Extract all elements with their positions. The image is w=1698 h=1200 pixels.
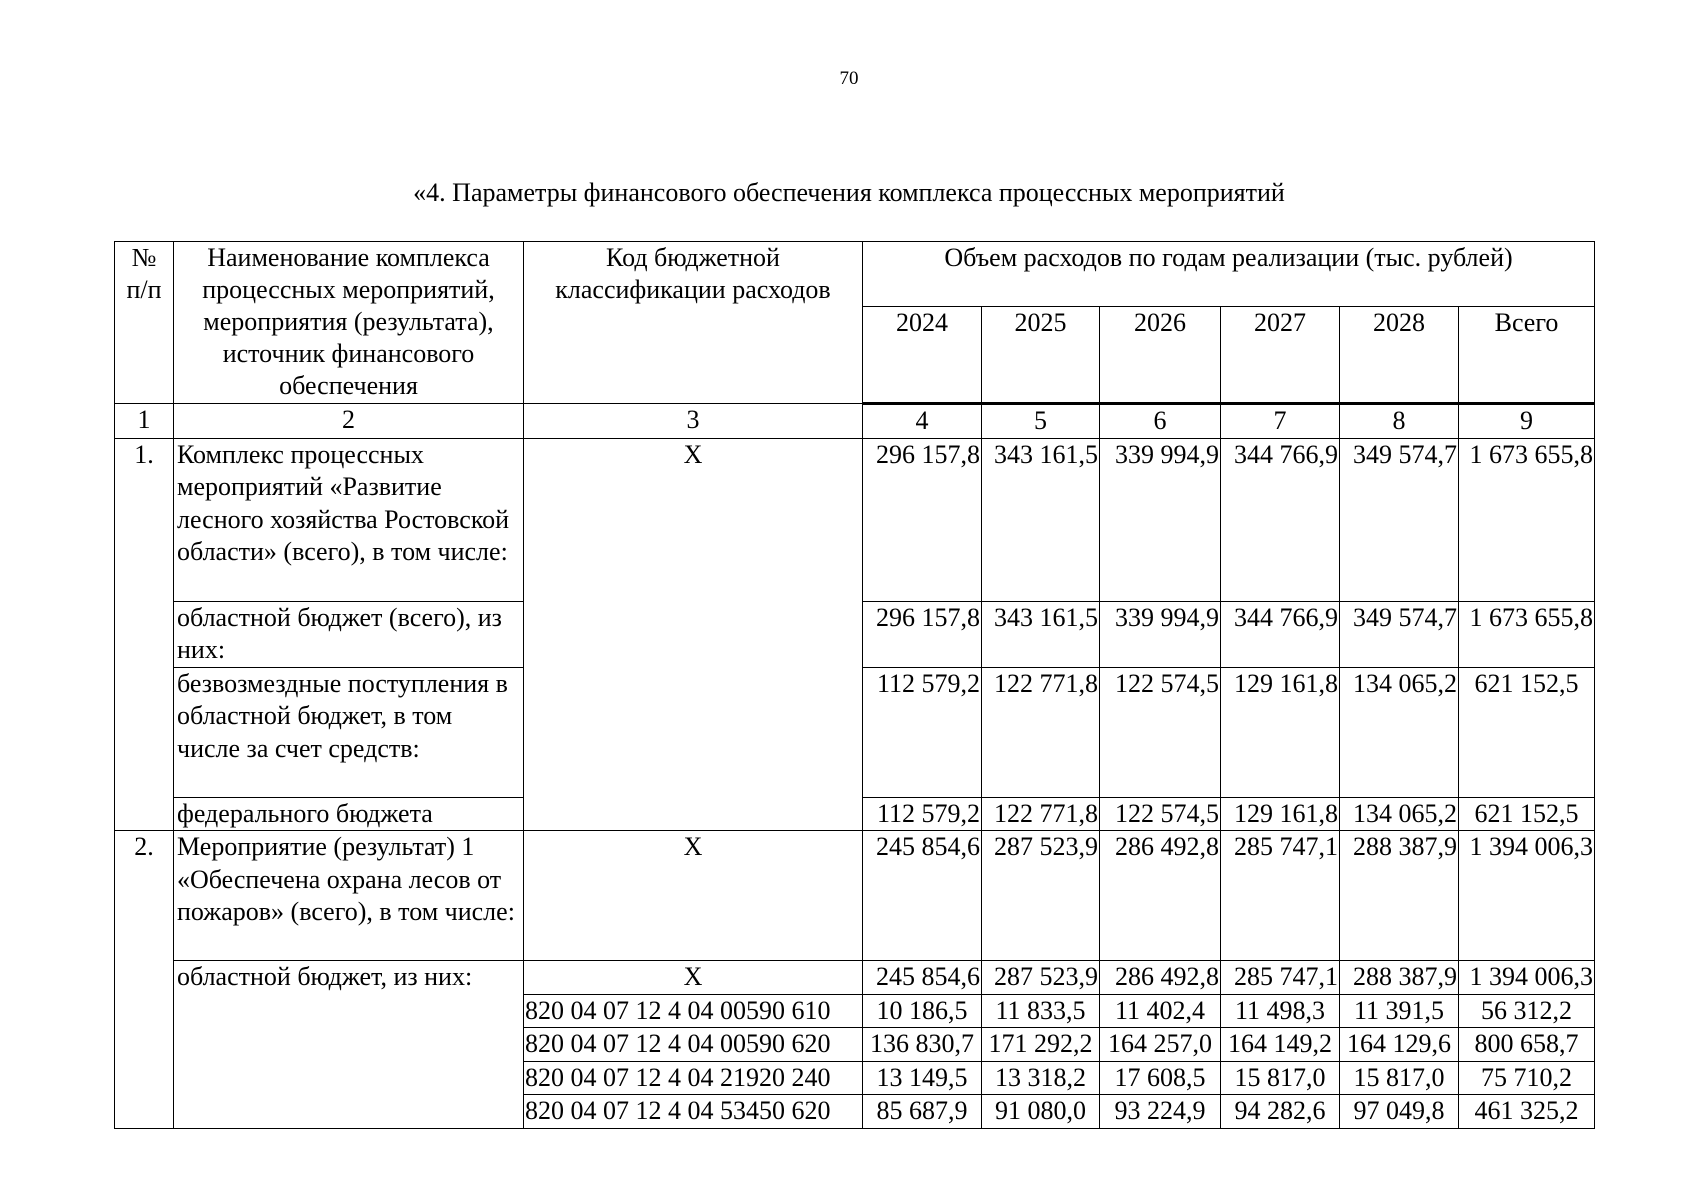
value-cell: 11 833,5: [982, 994, 1100, 1028]
value-cell: 339 994,9: [1100, 601, 1221, 667]
value-cell: 10 186,5: [863, 994, 982, 1028]
value-cell: 13 149,5: [863, 1061, 982, 1095]
total-cell: 800 658,7: [1459, 1028, 1595, 1062]
row-code: Х: [524, 961, 863, 995]
header-volume: Объем расходов по годам реализации (тыс. рублей): [863, 242, 1595, 307]
value-cell: 11 402,4: [1100, 994, 1221, 1028]
total-cell: 1 394 006,3: [1459, 961, 1595, 995]
row-number: 1.: [115, 438, 174, 831]
column-number: 5: [982, 404, 1100, 439]
value-cell: 122 771,8: [982, 797, 1100, 831]
value-cell: 343 161,5: [982, 438, 1100, 601]
column-number: 1: [115, 404, 174, 439]
value-cell: 136 830,7: [863, 1028, 982, 1062]
total-cell: 56 312,2: [1459, 994, 1595, 1028]
header-num: № п/п: [115, 242, 174, 404]
row-name: безвозмездные поступления в областной бюджет, в том числе за счет средств:: [174, 667, 524, 797]
table-row: [115, 831, 1595, 961]
financing-table: [114, 241, 1595, 1129]
header-row: [115, 242, 1595, 307]
column-number: 3: [524, 404, 863, 439]
value-cell: 129 161,8: [1221, 667, 1340, 797]
value-cell: 134 065,2: [1340, 667, 1459, 797]
header-total: Всего: [1459, 307, 1595, 404]
total-cell: 75 710,2: [1459, 1061, 1595, 1095]
value-cell: 164 149,2: [1221, 1028, 1340, 1062]
value-cell: 11 498,3: [1221, 994, 1340, 1028]
value-cell: 171 292,2: [982, 1028, 1100, 1062]
row-name: областной бюджет, из них:: [174, 961, 524, 1129]
value-cell: 245 854,6: [863, 831, 982, 961]
page-number: 70: [839, 68, 859, 89]
header-year: 2026: [1100, 307, 1221, 404]
header-year: 2025: [982, 307, 1100, 404]
table-row: [115, 961, 1595, 995]
value-cell: 287 523,9: [982, 961, 1100, 995]
column-numbers-row: [115, 404, 1595, 439]
row-code: 820 04 07 12 4 04 00590 610: [524, 994, 863, 1028]
value-cell: 93 224,9: [1100, 1095, 1221, 1129]
value-cell: 288 387,9: [1340, 831, 1459, 961]
value-cell: 164 129,6: [1340, 1028, 1459, 1062]
value-cell: 296 157,8: [863, 438, 982, 601]
value-cell: 15 817,0: [1221, 1061, 1340, 1095]
value-cell: 344 766,9: [1221, 601, 1340, 667]
section-title: «4. Параметры финансового обеспечения комплекса процессных мероприятий: [413, 178, 1285, 207]
value-cell: 245 854,6: [863, 961, 982, 995]
row-number: 2.: [115, 831, 174, 1129]
value-cell: 286 492,8: [1100, 831, 1221, 961]
column-number: 7: [1221, 404, 1340, 439]
value-cell: 112 579,2: [863, 667, 982, 797]
value-cell: 122 574,5: [1100, 667, 1221, 797]
row-code: Х: [524, 438, 863, 831]
value-cell: 122 574,5: [1100, 797, 1221, 831]
value-cell: 349 574,7: [1340, 601, 1459, 667]
column-number: 8: [1340, 404, 1459, 439]
total-cell: 621 152,5: [1459, 667, 1595, 797]
value-cell: 285 747,1: [1221, 961, 1340, 995]
value-cell: 15 817,0: [1340, 1061, 1459, 1095]
row-name: федерального бюджета: [174, 797, 524, 831]
value-cell: 296 157,8: [863, 601, 982, 667]
row-code: 820 04 07 12 4 04 53450 620: [524, 1095, 863, 1129]
header-code: Код бюджетной классификации расходов: [524, 242, 863, 404]
value-cell: 285 747,1: [1221, 831, 1340, 961]
value-cell: 288 387,9: [1340, 961, 1459, 995]
value-cell: 13 318,2: [982, 1061, 1100, 1095]
value-cell: 349 574,7: [1340, 438, 1459, 601]
value-cell: 122 771,8: [982, 667, 1100, 797]
total-cell: 621 152,5: [1459, 797, 1595, 831]
value-cell: 85 687,9: [863, 1095, 982, 1129]
row-code: 820 04 07 12 4 04 00590 620: [524, 1028, 863, 1062]
column-number: 4: [863, 404, 982, 439]
column-number: 9: [1459, 404, 1595, 439]
value-cell: 11 391,5: [1340, 994, 1459, 1028]
column-number: 2: [174, 404, 524, 439]
value-cell: 17 608,5: [1100, 1061, 1221, 1095]
total-cell: 1 673 655,8: [1459, 601, 1595, 667]
value-cell: 129 161,8: [1221, 797, 1340, 831]
value-cell: 94 282,6: [1221, 1095, 1340, 1129]
table-row: [115, 438, 1595, 601]
value-cell: 91 080,0: [982, 1095, 1100, 1129]
value-cell: 343 161,5: [982, 601, 1100, 667]
column-number: 6: [1100, 404, 1221, 439]
value-cell: 286 492,8: [1100, 961, 1221, 995]
row-name: областной бюджет (всего), из них:: [174, 601, 524, 667]
row-name: Мероприятие (результат) 1 «Обеспечена охрана лесов от пожаров» (всего), в том числе:: [174, 831, 524, 961]
row-code: 820 04 07 12 4 04 21920 240: [524, 1061, 863, 1095]
value-cell: 287 523,9: [982, 831, 1100, 961]
value-cell: 164 257,0: [1100, 1028, 1221, 1062]
value-cell: 134 065,2: [1340, 797, 1459, 831]
value-cell: 339 994,9: [1100, 438, 1221, 601]
total-cell: 1 673 655,8: [1459, 438, 1595, 601]
value-cell: 97 049,8: [1340, 1095, 1459, 1129]
value-cell: 112 579,2: [863, 797, 982, 831]
value-cell: 344 766,9: [1221, 438, 1340, 601]
header-name: Наименование комплекса процессных мероприятий, мероприятия (результата), источник финансового обеспечения: [174, 242, 524, 404]
header-year: 2024: [863, 307, 982, 404]
row-name: Комплекс процессных мероприятий «Развитие лесного хозяйства Ростовской области» (всего), в том числе:: [174, 438, 524, 601]
row-code: Х: [524, 831, 863, 961]
total-cell: 1 394 006,3: [1459, 831, 1595, 961]
header-year: 2027: [1221, 307, 1340, 404]
total-cell: 461 325,2: [1459, 1095, 1595, 1129]
header-year: 2028: [1340, 307, 1459, 404]
